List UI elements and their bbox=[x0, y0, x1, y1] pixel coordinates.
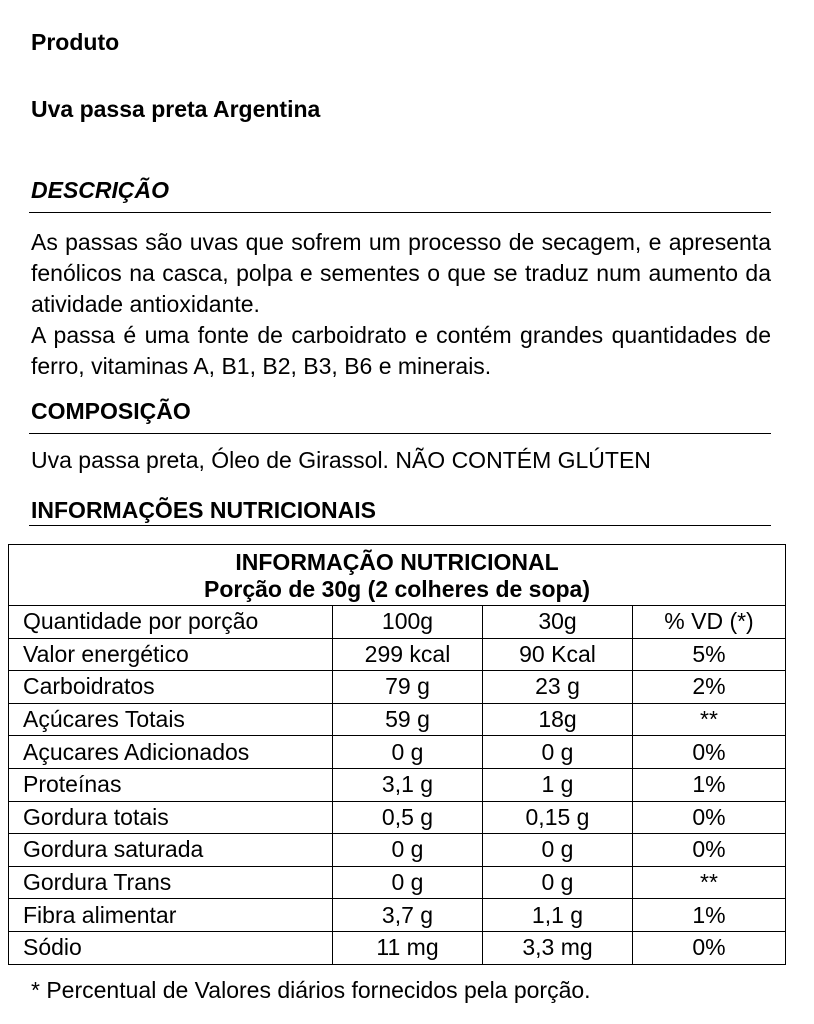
value-vd: 0% bbox=[633, 736, 786, 769]
value-30g: 18g bbox=[483, 703, 633, 736]
product-name: Uva passa preta Argentina bbox=[31, 96, 321, 122]
table-row bbox=[9, 638, 786, 671]
table-row bbox=[9, 866, 786, 899]
value-vd: 1% bbox=[633, 768, 786, 801]
value-100g: 79 g bbox=[333, 671, 483, 704]
value-vd: 0% bbox=[633, 931, 786, 964]
nutrient-name: Carboidratos bbox=[9, 671, 333, 704]
table-row bbox=[9, 801, 786, 834]
column-header-vd: % VD (*) bbox=[633, 606, 786, 639]
value-100g: 3,1 g bbox=[333, 768, 483, 801]
value-vd: 5% bbox=[633, 638, 786, 671]
nutrient-name: Proteínas bbox=[9, 768, 333, 801]
description-heading: DESCRIÇÃO bbox=[31, 177, 170, 203]
table-row bbox=[9, 736, 786, 769]
nutrient-name: Açúcares Totais bbox=[9, 703, 333, 736]
nutrient-name: Gordura totais bbox=[9, 801, 333, 834]
composition-divider bbox=[29, 433, 771, 434]
column-header-quantity: Quantidade por porção bbox=[9, 606, 333, 639]
value-30g: 90 Kcal bbox=[483, 638, 633, 671]
table-row bbox=[9, 671, 786, 704]
description-body bbox=[31, 227, 771, 382]
footnote: * Percentual de Valores diários fornecidos pela porção. bbox=[31, 977, 591, 1003]
value-100g: 3,7 g bbox=[333, 899, 483, 932]
nutrition-table-subtitle: Porção de 30g (2 colheres de sopa) bbox=[9, 576, 786, 606]
value-30g: 23 g bbox=[483, 671, 633, 704]
value-30g: 0,15 g bbox=[483, 801, 633, 834]
description-paragraph-2: A passa é uma fonte de carboidrato e contém grandes quantidades de ferro, vitaminas A, B1, B2, B3, B6 e minerais. bbox=[31, 322, 771, 379]
value-vd: 2% bbox=[633, 671, 786, 704]
value-100g: 0 g bbox=[333, 736, 483, 769]
value-30g: 1 g bbox=[483, 768, 633, 801]
table-row bbox=[9, 834, 786, 867]
table-row bbox=[9, 768, 786, 801]
column-header-100g: 100g bbox=[333, 606, 483, 639]
description-paragraph-1: As passas são uvas que sofrem um processo de secagem, e apresenta fenólicos na casca, polpa e sementes o que se traduz num aumento da atividade antioxidante. bbox=[31, 229, 771, 317]
composition-heading: COMPOSIÇÃO bbox=[31, 398, 191, 424]
value-vd: 0% bbox=[633, 834, 786, 867]
nutrition-table bbox=[8, 544, 786, 965]
value-vd: 0% bbox=[633, 801, 786, 834]
value-30g: 1,1 g bbox=[483, 899, 633, 932]
table-row bbox=[9, 931, 786, 964]
product-label: Produto bbox=[31, 29, 120, 55]
description-divider bbox=[29, 212, 771, 213]
value-vd: 1% bbox=[633, 899, 786, 932]
value-vd: ** bbox=[633, 703, 786, 736]
composition-text: Uva passa preta, Óleo de Girassol. NÃO CONTÉM GLÚTEN bbox=[31, 447, 651, 473]
column-header-30g: 30g bbox=[483, 606, 633, 639]
value-30g: 0 g bbox=[483, 736, 633, 769]
value-100g: 0 g bbox=[333, 834, 483, 867]
table-row bbox=[9, 703, 786, 736]
nutrient-name: Valor energético bbox=[9, 638, 333, 671]
value-30g: 3,3 mg bbox=[483, 931, 633, 964]
nutrient-name: Gordura Trans bbox=[9, 866, 333, 899]
nutrition-heading: INFORMAÇÕES NUTRICIONAIS bbox=[31, 497, 376, 523]
value-100g: 11 mg bbox=[333, 931, 483, 964]
nutrient-name: Gordura saturada bbox=[9, 834, 333, 867]
value-30g: 0 g bbox=[483, 866, 633, 899]
value-100g: 0 g bbox=[333, 866, 483, 899]
nutrition-table-header-row bbox=[9, 606, 786, 639]
value-100g: 299 kcal bbox=[333, 638, 483, 671]
nutrition-table-title: INFORMAÇÃO NUTRICIONAL bbox=[9, 545, 786, 577]
nutrient-name: Açucares Adicionados bbox=[9, 736, 333, 769]
nutrition-divider bbox=[29, 525, 771, 526]
value-100g: 0,5 g bbox=[333, 801, 483, 834]
value-vd: ** bbox=[633, 866, 786, 899]
nutrient-name: Fibra alimentar bbox=[9, 899, 333, 932]
nutrient-name: Sódio bbox=[9, 931, 333, 964]
value-100g: 59 g bbox=[333, 703, 483, 736]
table-row bbox=[9, 899, 786, 932]
value-30g: 0 g bbox=[483, 834, 633, 867]
